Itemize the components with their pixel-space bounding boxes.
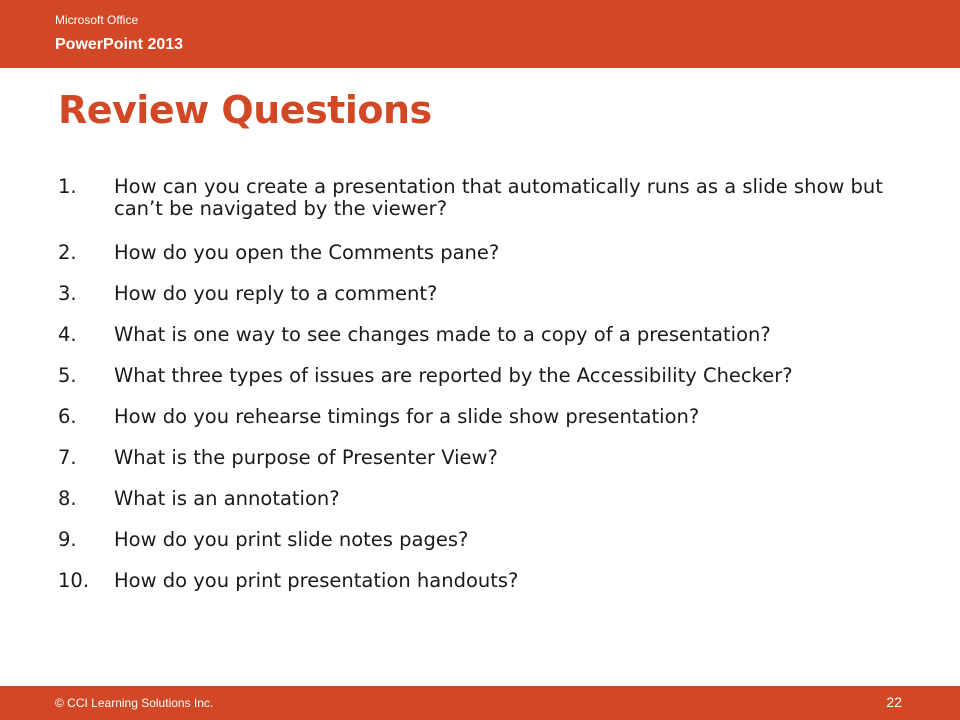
footer-bar xyxy=(0,686,960,720)
question-item xyxy=(58,176,918,220)
slide-page-number: 22 xyxy=(886,694,902,710)
question-text: What three types of issues are reported by the Accessibility Checker? xyxy=(114,364,793,387)
slide-title: Review Questions xyxy=(58,88,432,132)
question-list xyxy=(58,176,918,611)
question-text: What is an annotation? xyxy=(114,487,340,510)
question-text: How do you reply to a comment? xyxy=(114,282,438,305)
question-item xyxy=(58,570,918,592)
question-item xyxy=(58,283,918,305)
question-item xyxy=(58,242,918,264)
question-number: 4. xyxy=(58,323,77,346)
question-text: How do you rehearse timings for a slide show presentation? xyxy=(114,405,700,428)
question-number: 7. xyxy=(58,446,77,469)
brand-product-name: PowerPoint 2013 xyxy=(55,36,184,53)
question-number: 1. xyxy=(58,175,77,198)
question-number: 5. xyxy=(58,364,77,387)
question-number: 9. xyxy=(58,528,77,551)
question-item xyxy=(58,406,918,428)
question-text: How do you print presentation handouts? xyxy=(114,569,519,592)
question-number: 2. xyxy=(58,241,77,264)
header-bar xyxy=(0,0,960,68)
question-text: How do you open the Comments pane? xyxy=(114,241,500,264)
brand-product-family: Microsoft Office xyxy=(55,13,139,27)
footer-copyright: © CCI Learning Solutions Inc. xyxy=(55,696,214,710)
question-number: 8. xyxy=(58,487,77,510)
question-number: 10. xyxy=(58,569,90,592)
question-item xyxy=(58,365,918,387)
question-text: What is the purpose of Presenter View? xyxy=(114,446,498,469)
question-text: How do you print slide notes pages? xyxy=(114,528,469,551)
question-item xyxy=(58,488,918,510)
question-number: 6. xyxy=(58,405,77,428)
question-text: How can you create a presentation that automatically runs as a slide show but can’t be navigated by the viewer? xyxy=(114,175,883,220)
question-item xyxy=(58,324,918,346)
question-item xyxy=(58,447,918,469)
question-item xyxy=(58,529,918,551)
question-number: 3. xyxy=(58,282,77,305)
question-text: What is one way to see changes made to a copy of a presentation? xyxy=(114,323,771,346)
